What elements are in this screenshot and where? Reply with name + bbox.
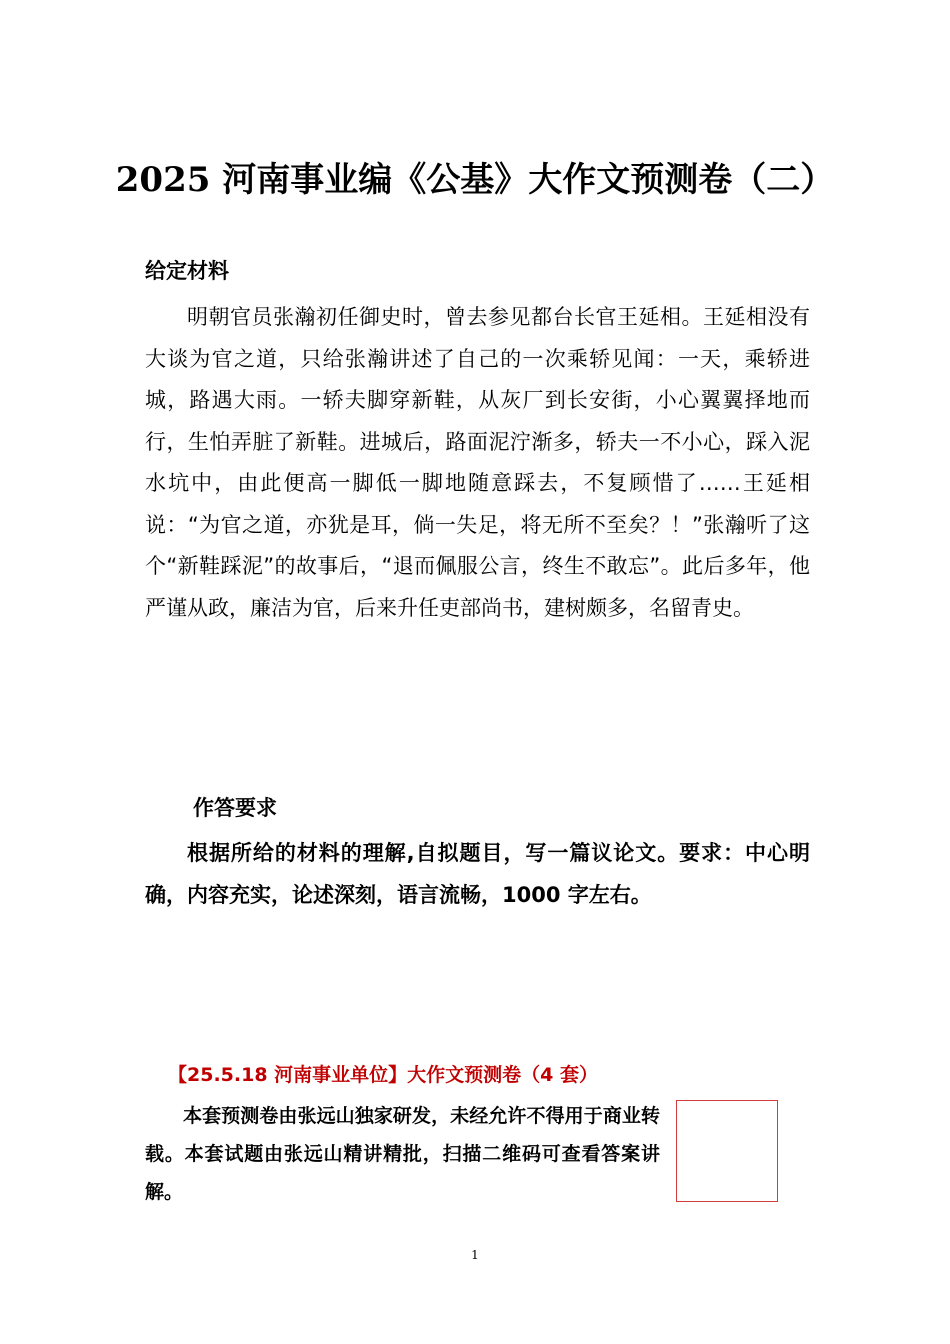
material-paragraph: 明朝官员张瀚初任御史时，曾去参见都台长官王延相。王延相没有大谈为官之道，只给张瀚讲述了自己的一次乘轿见闻：一天，乘轿进城，路遇大雨。一轿夫脚穿新鞋，从灰厂到长安街，小心翼翼择地而行，生怕弄脏了新鞋。进城后，路面泥泞渐多，轿夫一不小心，踩入泥水坑中，由此便高一脚低一脚地随意踩去，不复顾惜了……王延相说：“为官之道，亦犹是耳，倘一失足，将无所不至矣？！”张瀚听了这个“新鞋踩泥”的故事后，“退而佩服公言，终生不敢忘”。此后多年，他严谨从政，廉洁为官，后来升任吏部尚书，建树颇多，名留青史。 <box>145 305 810 620</box>
promo-text: 本套预测卷由张远山独家研发，未经允许不得用于商业转载。本套试题由张远山精讲精批，扫描二维码可查看答案讲解。 <box>145 1105 660 1203</box>
promo-title: 【25.5.18 河南事业单位】大作文预测卷（4 套） <box>168 1064 598 1086</box>
answer-requirements-text: 根据所给的材料的理解,自拟题目，写一篇议论文。要求：中心明确，内容充实，论述深刻，语言流畅，1000 字左右。 <box>145 841 810 907</box>
material-heading: 给定材料 <box>145 259 229 283</box>
page-title: 2025 河南事业编《公基》大作文预测卷（二） <box>115 160 835 200</box>
qr-code-placeholder <box>676 1100 778 1202</box>
page-number: 1 <box>471 1248 479 1262</box>
answer-requirements-heading: 作答要求 <box>193 796 277 820</box>
